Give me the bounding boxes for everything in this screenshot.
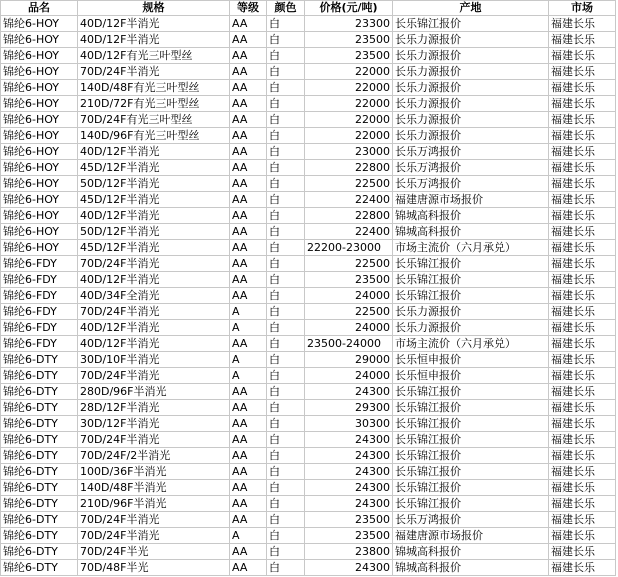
- table-row: [1, 464, 616, 480]
- cell-color: 白: [267, 192, 305, 208]
- cell-origin: 市场主流价（六月承兑）: [393, 240, 549, 256]
- cell-grade: AA: [230, 176, 267, 192]
- cell-grade: AA: [230, 32, 267, 48]
- cell-grade: AA: [230, 480, 267, 496]
- table-row: [1, 560, 616, 576]
- cell-grade: AA: [230, 48, 267, 64]
- cell-spec: 140D/96F有光三叶型丝: [78, 128, 230, 144]
- cell-color: 白: [267, 288, 305, 304]
- cell-price: 22000: [305, 96, 393, 112]
- table-row: [1, 192, 616, 208]
- cell-color: 白: [267, 48, 305, 64]
- cell-market: 福建长乐: [549, 192, 616, 208]
- cell-grade: AA: [230, 208, 267, 224]
- cell-product: 锦纶6-DTY: [1, 544, 78, 560]
- cell-market: 福建长乐: [549, 144, 616, 160]
- table-row: [1, 400, 616, 416]
- cell-spec: 40D/12F半消光: [78, 32, 230, 48]
- table-row: [1, 288, 616, 304]
- cell-product: 锦纶6-DTY: [1, 416, 78, 432]
- cell-color: 白: [267, 224, 305, 240]
- cell-price: 23500: [305, 528, 393, 544]
- cell-origin: 长乐万鸿报价: [393, 160, 549, 176]
- cell-spec: 45D/12F半消光: [78, 160, 230, 176]
- cell-price: 22400: [305, 224, 393, 240]
- cell-color: 白: [267, 560, 305, 576]
- cell-price: 23500: [305, 512, 393, 528]
- cell-market: 福建长乐: [549, 352, 616, 368]
- cell-price: 29000: [305, 352, 393, 368]
- header-spec: 规格: [78, 1, 230, 16]
- cell-spec: 70D/24F半消光: [78, 256, 230, 272]
- table-row: [1, 160, 616, 176]
- cell-market: 福建长乐: [549, 16, 616, 32]
- cell-spec: 45D/12F半消光: [78, 192, 230, 208]
- cell-product: 锦纶6-HOY: [1, 128, 78, 144]
- cell-price: 22500: [305, 304, 393, 320]
- cell-price: 22000: [305, 112, 393, 128]
- cell-price: 24000: [305, 288, 393, 304]
- cell-grade: A: [230, 320, 267, 336]
- cell-origin: 长乐锦江报价: [393, 416, 549, 432]
- cell-price: 22000: [305, 80, 393, 96]
- cell-market: 福建长乐: [549, 528, 616, 544]
- cell-spec: 30D/10F半消光: [78, 352, 230, 368]
- cell-market: 福建长乐: [549, 464, 616, 480]
- cell-price: 23500-24000: [305, 336, 393, 352]
- cell-price: 24000: [305, 320, 393, 336]
- cell-product: 锦纶6-HOY: [1, 80, 78, 96]
- cell-price: 24300: [305, 432, 393, 448]
- cell-grade: AA: [230, 224, 267, 240]
- cell-market: 福建长乐: [549, 160, 616, 176]
- cell-origin: 长乐锦江报价: [393, 400, 549, 416]
- table-row: [1, 176, 616, 192]
- cell-origin: 长乐锦江报价: [393, 480, 549, 496]
- cell-color: 白: [267, 304, 305, 320]
- header-color: 颜色: [267, 1, 305, 16]
- cell-grade: AA: [230, 240, 267, 256]
- cell-product: 锦纶6-DTY: [1, 480, 78, 496]
- table-row: [1, 304, 616, 320]
- cell-origin: 锦城高科报价: [393, 544, 549, 560]
- cell-price: 24300: [305, 384, 393, 400]
- cell-origin: 长乐恒申报价: [393, 368, 549, 384]
- cell-product: 锦纶6-DTY: [1, 352, 78, 368]
- cell-grade: AA: [230, 464, 267, 480]
- cell-product: 锦纶6-HOY: [1, 48, 78, 64]
- cell-price: 30300: [305, 416, 393, 432]
- cell-market: 福建长乐: [549, 432, 616, 448]
- cell-market: 福建长乐: [549, 288, 616, 304]
- cell-spec: 70D/24F半消光: [78, 64, 230, 80]
- cell-grade: AA: [230, 112, 267, 128]
- cell-spec: 30D/12F半消光: [78, 416, 230, 432]
- cell-grade: AA: [230, 384, 267, 400]
- cell-spec: 70D/24F半消光: [78, 304, 230, 320]
- cell-market: 福建长乐: [549, 512, 616, 528]
- cell-color: 白: [267, 272, 305, 288]
- table-row: [1, 224, 616, 240]
- cell-spec: 28D/12F半消光: [78, 400, 230, 416]
- cell-color: 白: [267, 240, 305, 256]
- cell-product: 锦纶6-DTY: [1, 464, 78, 480]
- cell-origin: 长乐恒申报价: [393, 352, 549, 368]
- cell-spec: 40D/34F全消光: [78, 288, 230, 304]
- header-grade: 等级: [230, 1, 267, 16]
- cell-grade: AA: [230, 96, 267, 112]
- cell-color: 白: [267, 464, 305, 480]
- cell-origin: 长乐力源报价: [393, 96, 549, 112]
- cell-market: 福建长乐: [549, 448, 616, 464]
- cell-spec: 140D/48F半消光: [78, 480, 230, 496]
- header-market: 市场: [549, 1, 616, 16]
- cell-market: 福建长乐: [549, 128, 616, 144]
- cell-product: 锦纶6-HOY: [1, 208, 78, 224]
- cell-color: 白: [267, 416, 305, 432]
- cell-product: 锦纶6-DTY: [1, 512, 78, 528]
- table-row: [1, 512, 616, 528]
- cell-price: 24300: [305, 480, 393, 496]
- cell-color: 白: [267, 384, 305, 400]
- cell-spec: 70D/24F半消光: [78, 432, 230, 448]
- cell-spec: 50D/12F半消光: [78, 224, 230, 240]
- cell-color: 白: [267, 432, 305, 448]
- cell-market: 福建长乐: [549, 480, 616, 496]
- cell-spec: 70D/24F半消光: [78, 528, 230, 544]
- table-row: [1, 80, 616, 96]
- cell-spec: 210D/72F有光三叶型丝: [78, 96, 230, 112]
- header-price: 价格(元/吨): [305, 1, 393, 16]
- cell-market: 福建长乐: [549, 368, 616, 384]
- table-row: [1, 48, 616, 64]
- cell-price: 24300: [305, 560, 393, 576]
- cell-product: 锦纶6-DTY: [1, 448, 78, 464]
- table-row: [1, 256, 616, 272]
- cell-origin: 长乐力源报价: [393, 64, 549, 80]
- cell-color: 白: [267, 208, 305, 224]
- cell-color: 白: [267, 512, 305, 528]
- cell-price: 22400: [305, 192, 393, 208]
- cell-origin: 长乐万鸿报价: [393, 512, 549, 528]
- cell-spec: 50D/12F半消光: [78, 176, 230, 192]
- cell-product: 锦纶6-HOY: [1, 112, 78, 128]
- cell-market: 福建长乐: [549, 256, 616, 272]
- table-row: [1, 336, 616, 352]
- cell-price: 22500: [305, 256, 393, 272]
- cell-market: 福建长乐: [549, 336, 616, 352]
- cell-grade: AA: [230, 80, 267, 96]
- cell-product: 锦纶6-DTY: [1, 384, 78, 400]
- cell-spec: 45D/12F半消光: [78, 240, 230, 256]
- cell-spec: 40D/12F半消光: [78, 16, 230, 32]
- cell-spec: 100D/36F半消光: [78, 464, 230, 480]
- cell-market: 福建长乐: [549, 32, 616, 48]
- cell-origin: 长乐万鸿报价: [393, 144, 549, 160]
- cell-origin: 长乐锦江报价: [393, 256, 549, 272]
- cell-product: 锦纶6-HOY: [1, 160, 78, 176]
- cell-product: 锦纶6-DTY: [1, 400, 78, 416]
- table-row: [1, 112, 616, 128]
- cell-grade: AA: [230, 272, 267, 288]
- cell-color: 白: [267, 80, 305, 96]
- cell-spec: 40D/12F半消光: [78, 144, 230, 160]
- cell-color: 白: [267, 96, 305, 112]
- cell-color: 白: [267, 448, 305, 464]
- table-row: [1, 448, 616, 464]
- cell-origin: 长乐锦江报价: [393, 384, 549, 400]
- cell-price: 22800: [305, 208, 393, 224]
- cell-grade: A: [230, 304, 267, 320]
- cell-market: 福建长乐: [549, 96, 616, 112]
- cell-color: 白: [267, 320, 305, 336]
- cell-grade: AA: [230, 512, 267, 528]
- cell-market: 福建长乐: [549, 80, 616, 96]
- cell-origin: 长乐锦江报价: [393, 496, 549, 512]
- cell-color: 白: [267, 368, 305, 384]
- cell-origin: 长乐力源报价: [393, 128, 549, 144]
- cell-product: 锦纶6-HOY: [1, 64, 78, 80]
- cell-grade: AA: [230, 432, 267, 448]
- cell-origin: 长乐力源报价: [393, 32, 549, 48]
- cell-product: 锦纶6-FDY: [1, 304, 78, 320]
- cell-price: 22500: [305, 176, 393, 192]
- cell-grade: AA: [230, 496, 267, 512]
- cell-grade: AA: [230, 288, 267, 304]
- cell-color: 白: [267, 480, 305, 496]
- cell-origin: 福建唐源市场报价: [393, 528, 549, 544]
- cell-price: 23000: [305, 144, 393, 160]
- cell-origin: 长乐锦江报价: [393, 464, 549, 480]
- table-row: [1, 544, 616, 560]
- cell-origin: 长乐锦江报价: [393, 272, 549, 288]
- cell-price: 23300: [305, 16, 393, 32]
- cell-product: 锦纶6-FDY: [1, 256, 78, 272]
- cell-color: 白: [267, 176, 305, 192]
- table-row: [1, 128, 616, 144]
- cell-grade: AA: [230, 336, 267, 352]
- table-row: [1, 96, 616, 112]
- cell-market: 福建长乐: [549, 176, 616, 192]
- cell-color: 白: [267, 16, 305, 32]
- cell-color: 白: [267, 400, 305, 416]
- cell-price: 24300: [305, 448, 393, 464]
- cell-product: 锦纶6-DTY: [1, 560, 78, 576]
- cell-market: 福建长乐: [549, 224, 616, 240]
- cell-grade: AA: [230, 128, 267, 144]
- cell-product: 锦纶6-HOY: [1, 32, 78, 48]
- cell-market: 福建长乐: [549, 64, 616, 80]
- cell-product: 锦纶6-HOY: [1, 144, 78, 160]
- cell-market: 福建长乐: [549, 496, 616, 512]
- table-row: [1, 240, 616, 256]
- cell-price: 24300: [305, 496, 393, 512]
- table-row: [1, 352, 616, 368]
- table-row: [1, 416, 616, 432]
- cell-grade: AA: [230, 160, 267, 176]
- cell-grade: AA: [230, 448, 267, 464]
- table-row: [1, 384, 616, 400]
- table-body: [1, 16, 616, 576]
- cell-origin: 长乐力源报价: [393, 320, 549, 336]
- table-row: [1, 368, 616, 384]
- cell-grade: AA: [230, 560, 267, 576]
- cell-market: 福建长乐: [549, 544, 616, 560]
- cell-spec: 70D/24F半光: [78, 544, 230, 560]
- cell-color: 白: [267, 496, 305, 512]
- cell-color: 白: [267, 32, 305, 48]
- cell-color: 白: [267, 64, 305, 80]
- cell-spec: 280D/96F半消光: [78, 384, 230, 400]
- cell-product: 锦纶6-DTY: [1, 432, 78, 448]
- cell-product: 锦纶6-DTY: [1, 496, 78, 512]
- table-row: [1, 16, 616, 32]
- cell-price: 22000: [305, 128, 393, 144]
- cell-market: 福建长乐: [549, 112, 616, 128]
- cell-product: 锦纶6-DTY: [1, 368, 78, 384]
- cell-spec: 40D/12F有光三叶型丝: [78, 48, 230, 64]
- cell-origin: 长乐锦江报价: [393, 432, 549, 448]
- cell-origin: 长乐锦江报价: [393, 16, 549, 32]
- cell-market: 福建长乐: [549, 384, 616, 400]
- cell-color: 白: [267, 528, 305, 544]
- cell-color: 白: [267, 336, 305, 352]
- cell-market: 福建长乐: [549, 48, 616, 64]
- cell-origin: 福建唐源市场报价: [393, 192, 549, 208]
- header-product: 品名: [1, 1, 78, 16]
- cell-color: 白: [267, 352, 305, 368]
- cell-origin: 长乐万鸿报价: [393, 176, 549, 192]
- cell-price: 22800: [305, 160, 393, 176]
- cell-spec: 40D/12F半消光: [78, 336, 230, 352]
- header-row: [1, 1, 616, 16]
- cell-product: 锦纶6-HOY: [1, 16, 78, 32]
- cell-market: 福建长乐: [549, 304, 616, 320]
- cell-color: 白: [267, 544, 305, 560]
- cell-color: 白: [267, 112, 305, 128]
- cell-product: 锦纶6-HOY: [1, 192, 78, 208]
- cell-price: 22000: [305, 64, 393, 80]
- cell-product: 锦纶6-FDY: [1, 336, 78, 352]
- cell-market: 福建长乐: [549, 272, 616, 288]
- cell-price: 24000: [305, 368, 393, 384]
- cell-product: 锦纶6-DTY: [1, 528, 78, 544]
- cell-price: 23500: [305, 32, 393, 48]
- cell-market: 福建长乐: [549, 320, 616, 336]
- cell-grade: AA: [230, 16, 267, 32]
- cell-origin: 锦城高科报价: [393, 224, 549, 240]
- cell-grade: AA: [230, 144, 267, 160]
- table-row: [1, 320, 616, 336]
- table-row: [1, 272, 616, 288]
- cell-product: 锦纶6-HOY: [1, 96, 78, 112]
- cell-origin: 长乐锦江报价: [393, 448, 549, 464]
- table-row: [1, 496, 616, 512]
- cell-price: 23500: [305, 272, 393, 288]
- cell-color: 白: [267, 128, 305, 144]
- cell-origin: 长乐力源报价: [393, 112, 549, 128]
- cell-origin: 市场主流价（六月承兑）: [393, 336, 549, 352]
- table-row: [1, 208, 616, 224]
- cell-product: 锦纶6-HOY: [1, 224, 78, 240]
- cell-grade: AA: [230, 64, 267, 80]
- cell-spec: 70D/24F/2半消光: [78, 448, 230, 464]
- cell-product: 锦纶6-FDY: [1, 272, 78, 288]
- cell-color: 白: [267, 144, 305, 160]
- cell-origin: 锦城高科报价: [393, 560, 549, 576]
- cell-grade: AA: [230, 400, 267, 416]
- cell-price: 23800: [305, 544, 393, 560]
- cell-price: 24300: [305, 464, 393, 480]
- cell-grade: AA: [230, 256, 267, 272]
- cell-price: 22200-23000: [305, 240, 393, 256]
- cell-color: 白: [267, 160, 305, 176]
- cell-spec: 40D/12F半消光: [78, 320, 230, 336]
- table-row: [1, 480, 616, 496]
- cell-spec: 70D/24F半消光: [78, 368, 230, 384]
- cell-grade: AA: [230, 192, 267, 208]
- cell-spec: 70D/48F半光: [78, 560, 230, 576]
- cell-spec: 70D/24F半消光: [78, 512, 230, 528]
- header-origin: 产地: [393, 1, 549, 16]
- cell-product: 锦纶6-FDY: [1, 288, 78, 304]
- cell-origin: 长乐力源报价: [393, 80, 549, 96]
- cell-price: 29300: [305, 400, 393, 416]
- cell-grade: A: [230, 528, 267, 544]
- cell-market: 福建长乐: [549, 400, 616, 416]
- cell-grade: AA: [230, 544, 267, 560]
- table-row: [1, 64, 616, 80]
- table-row: [1, 144, 616, 160]
- cell-origin: 长乐锦江报价: [393, 288, 549, 304]
- cell-grade: AA: [230, 416, 267, 432]
- cell-product: 锦纶6-HOY: [1, 240, 78, 256]
- cell-grade: A: [230, 352, 267, 368]
- cell-product: 锦纶6-FDY: [1, 320, 78, 336]
- cell-price: 23500: [305, 48, 393, 64]
- cell-spec: 40D/12F半消光: [78, 208, 230, 224]
- cell-origin: 长乐力源报价: [393, 48, 549, 64]
- cell-product: 锦纶6-HOY: [1, 176, 78, 192]
- cell-grade: A: [230, 368, 267, 384]
- cell-market: 福建长乐: [549, 416, 616, 432]
- cell-market: 福建长乐: [549, 240, 616, 256]
- cell-market: 福建长乐: [549, 208, 616, 224]
- cell-spec: 140D/48F有光三叶型丝: [78, 80, 230, 96]
- cell-origin: 长乐力源报价: [393, 304, 549, 320]
- table-row: [1, 432, 616, 448]
- cell-spec: 40D/12F半消光: [78, 272, 230, 288]
- cell-market: 福建长乐: [549, 560, 616, 576]
- cell-spec: 210D/96F半消光: [78, 496, 230, 512]
- cell-color: 白: [267, 256, 305, 272]
- table-row: [1, 32, 616, 48]
- cell-origin: 锦城高科报价: [393, 208, 549, 224]
- cell-spec: 70D/24F有光三叶型丝: [78, 112, 230, 128]
- table-row: [1, 528, 616, 544]
